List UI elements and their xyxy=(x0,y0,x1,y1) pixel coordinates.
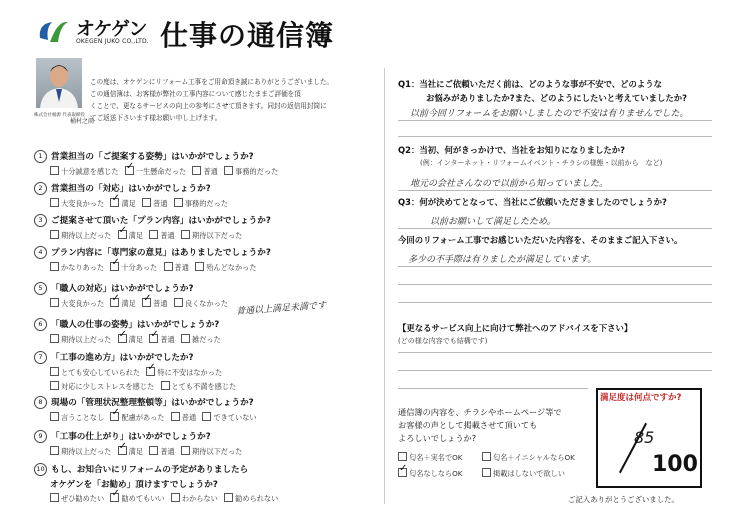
question-6: 6 「職人の仕事の姿勢」はいかがでしょうか? 期待以上だった ✓ 満足 ✓ 普通 雑だった xyxy=(34,318,225,345)
checkbox xyxy=(192,166,201,175)
logo-english-text: OKEGEN JUKO CO.,LTD. xyxy=(76,38,149,45)
question-10: 10 もし、お知合いにリフォームの予定がありましたら オケゲンを「お勧め」頂けますでしょうか? ぜひ勧めたい ✓ 勧めてもいい わからない 勧められない xyxy=(34,463,282,504)
q3-text: Q3：何が決めてとなって、当社にご依頼いただきましたのでしょうか? xyxy=(398,197,667,207)
checkbox xyxy=(50,166,59,175)
option[interactable]: 大変良かった xyxy=(50,198,104,209)
option[interactable]: ✓ 一生懸命だった xyxy=(125,166,186,177)
option[interactable]: ✓ 普通 xyxy=(149,334,174,345)
checkbox xyxy=(224,493,233,502)
answer-line xyxy=(398,190,712,191)
checkbox xyxy=(50,230,59,239)
checkbox xyxy=(50,298,59,307)
question-3: 3 ご提案させて頂いた「プラン内容」はいかがでしょうか? 期待以上だった ✓ 満足 普通 期待以下だった xyxy=(34,214,271,241)
question-1: 1 営業担当の「ご提案する姿勢」はいかがでしょうか? 十分誠意を感じた ✓ 一生懸命だった 普通 事務的だった xyxy=(34,150,282,177)
page-title: 仕事の通信簿 xyxy=(160,19,335,52)
q2-text: Q2：当初、何がきっかけで、当社をお知りになりましたか? xyxy=(398,145,626,155)
checkbox-checked xyxy=(118,334,127,343)
option[interactable]: 殆んどなかった xyxy=(195,262,256,273)
checkbox xyxy=(174,198,183,207)
option[interactable]: 事務的だった xyxy=(224,166,278,177)
publish-option[interactable]: ✓匂名なしならOK xyxy=(398,468,463,479)
checkbox xyxy=(482,452,491,461)
checkbox xyxy=(181,230,190,239)
answer-line xyxy=(398,302,712,303)
answer-line xyxy=(398,228,712,229)
option[interactable]: ✓ 勧めてもいい xyxy=(110,493,164,504)
option[interactable]: 期待以下だった xyxy=(181,446,242,457)
checkbox xyxy=(50,198,59,207)
publish-option[interactable]: 掲載はしないで欲しい xyxy=(482,468,565,479)
logo-text: オケゲン xyxy=(76,18,147,40)
checkbox-checked xyxy=(398,468,407,477)
answer-line xyxy=(398,136,712,137)
option[interactable]: ✓ 十分あった xyxy=(110,262,157,273)
option[interactable]: できていない xyxy=(202,412,256,423)
checkbox xyxy=(164,262,173,271)
question-5: 5 「職人の対応」はいかがでしょうか? 大変良かった ✓ 満足 ✓ 普通 良くなかった xyxy=(34,282,232,309)
checkbox-checked xyxy=(125,166,134,175)
option[interactable]: ✓ 満足 xyxy=(118,334,143,345)
option[interactable]: 普通 xyxy=(164,262,189,273)
checkbox xyxy=(171,493,180,502)
question-7: 7 「工事の進め方」はいかがでしたか? とても安心していられた ✓ 特に不安はなかった 対応に少しストレスを感じた とても不満を感じた xyxy=(34,351,240,392)
checkbox xyxy=(149,446,158,455)
president-name: 桶村之雨 xyxy=(70,118,95,125)
checkbox xyxy=(50,446,59,455)
q1-answer[interactable]: 以前今回リフォームをお願いしましたので不安は有りませんでした。 xyxy=(410,109,689,119)
option[interactable]: 勧められない xyxy=(224,493,278,504)
option[interactable]: 雑だった xyxy=(181,334,221,345)
option[interactable]: 言うことなし xyxy=(50,412,104,423)
checkbox xyxy=(195,262,204,271)
question-4: 4 プラン内容に「専門家の意見」はありましたでしょうか? かなりあった ✓ 十分あった 普通 殆んどなかった xyxy=(34,246,271,273)
president-title: 株式会社桶源 代表取締役 xyxy=(34,113,85,118)
checkbox xyxy=(161,381,170,390)
score-max: 100 xyxy=(652,452,698,477)
option[interactable]: とても安心していられた xyxy=(50,367,140,378)
column-divider xyxy=(384,68,385,504)
checkbox xyxy=(171,412,180,421)
option[interactable]: 普通 xyxy=(171,412,196,423)
checkbox xyxy=(149,230,158,239)
option[interactable]: 期待以上だった xyxy=(50,334,111,345)
option[interactable]: 期待以上だった xyxy=(50,446,111,457)
option[interactable]: ✓ 特に不安はなかった xyxy=(146,367,222,378)
checkbox xyxy=(224,166,233,175)
publish-question: 通信簿の内容を、チラシやホームページ等で お客様の声として掲載させて頂いても よろしいでしょうか? xyxy=(398,407,562,443)
option[interactable]: 対応に少しストレスを感じた xyxy=(50,381,154,392)
option[interactable]: わからない xyxy=(171,493,218,504)
company-logo-icon xyxy=(36,16,70,46)
option[interactable]: ✓ 満足 xyxy=(110,298,135,309)
checkbox-checked xyxy=(110,298,119,307)
option[interactable]: 普通 xyxy=(149,446,174,457)
checkbox-checked xyxy=(118,446,127,455)
checkbox-checked xyxy=(110,262,119,271)
publish-option[interactable]: 匂名＋イニシャルならOK xyxy=(482,452,575,463)
option[interactable]: 事務的だった xyxy=(174,198,228,209)
checkbox xyxy=(181,334,190,343)
option[interactable]: 普通 xyxy=(149,230,174,241)
option[interactable]: 大変良かった xyxy=(50,298,104,309)
q1-text: Q1：当社にご依頼いただく前は、どのような事が不安で、どのような xyxy=(398,79,663,89)
checkbox xyxy=(142,198,151,207)
checkbox-checked xyxy=(110,412,119,421)
intro-text: この度は、オケゲンにリフォーム工事をご用命頂き誠にありがとうございました。 この通信簿は、お客様が弊社の工事内容について感じたままご評価を頂 くことで、更なるサービスの向上の参考にさせて頂きます。同封の返信用封筒に てご返送下さいます様お願い申し上げます。 xyxy=(90,78,334,122)
option[interactable]: ✓ 配慮があった xyxy=(110,412,164,423)
checkbox-checked xyxy=(149,334,158,343)
checkbox xyxy=(50,262,59,271)
q3-answer[interactable]: 以前お願いして満足したため。 xyxy=(430,217,556,227)
option[interactable]: 普通 xyxy=(142,198,167,209)
q1-text-line2: お悩みがありましたか?また、どのようにしたいと考えていましたか? xyxy=(426,93,687,103)
option[interactable]: ✓ 満足 xyxy=(118,446,143,457)
checkbox xyxy=(398,452,407,461)
q2-answer[interactable]: 地元の会社さんなので以前から知っていました。 xyxy=(410,179,609,189)
advice-sub: (どの様な内容でも結構です) xyxy=(398,337,488,345)
checkbox-checked xyxy=(146,367,155,376)
checkbox-checked xyxy=(118,230,127,239)
option[interactable]: とても不満を感じた xyxy=(161,381,237,392)
checkbox xyxy=(50,493,59,502)
checkbox xyxy=(482,468,491,477)
checkbox-checked xyxy=(142,298,151,307)
option[interactable]: かなりあった xyxy=(50,262,104,273)
option[interactable]: 普通 xyxy=(192,166,217,177)
option[interactable]: ぜひ勧めたい xyxy=(50,493,104,504)
question-8: 8 現場の「管理状況整理整頓等」はいかがでしょうか? 言うことなし ✓ 配慮があった 普通 できていない xyxy=(34,396,261,423)
checkbox xyxy=(50,412,59,421)
impression-answer[interactable]: 多少の不手際は有りましたが満足しています。 xyxy=(408,255,597,265)
option[interactable]: 期待以上だった xyxy=(50,230,111,241)
president-photo xyxy=(36,58,82,108)
score-value[interactable]: 85 xyxy=(634,428,655,447)
publish-option[interactable]: 匂名＋実名でOK xyxy=(398,452,463,463)
score-title: 満足度は何点ですか? xyxy=(600,393,682,403)
checkbox xyxy=(202,412,211,421)
checkbox xyxy=(181,446,190,455)
thanks-text: ご記入ありがとうございました。 xyxy=(568,495,679,504)
answer-line xyxy=(398,388,588,389)
option[interactable]: 期待以下だった xyxy=(181,230,242,241)
checkbox xyxy=(50,367,59,376)
answer-line xyxy=(398,352,712,353)
answer-line xyxy=(398,284,712,285)
option[interactable]: ✓ 普通 xyxy=(142,298,167,309)
handwritten-note-q5: 普通以上満足未満です xyxy=(235,300,327,318)
checkbox-checked xyxy=(110,493,119,502)
answer-line xyxy=(398,120,712,121)
option[interactable]: ✓ 満足 xyxy=(118,230,143,241)
checkbox xyxy=(174,298,183,307)
checkbox xyxy=(50,381,59,390)
answer-line xyxy=(398,266,712,267)
question-9: 9 「工事の仕上がり」はいかがでしょうか? 期待以上だった ✓ 満足 普通 期待以下だった xyxy=(34,430,246,457)
checkbox xyxy=(50,334,59,343)
q2-example: (例：インターネット・リフォームイベント・チラシの様態・以前から など) xyxy=(420,159,663,167)
option[interactable]: 良くなかった xyxy=(174,298,228,309)
option[interactable]: ✓ 満足 xyxy=(110,198,135,209)
answer-line xyxy=(398,370,712,371)
advice-text: 【更なるサービス向上に向けて弊社へのアドバイスを下さい】 xyxy=(398,323,633,333)
checkbox-checked xyxy=(110,198,119,207)
impression-text: 今回のリフォーム工事でお感じいただいた内容を、そのままご記入下さい。 xyxy=(398,235,683,245)
question-2: 2 営業担当の「対応」はいかがでしょうか? 大変良かった ✓ 満足 普通 事務的だった xyxy=(34,182,232,209)
option[interactable]: 十分誠意を感じた xyxy=(50,166,119,177)
